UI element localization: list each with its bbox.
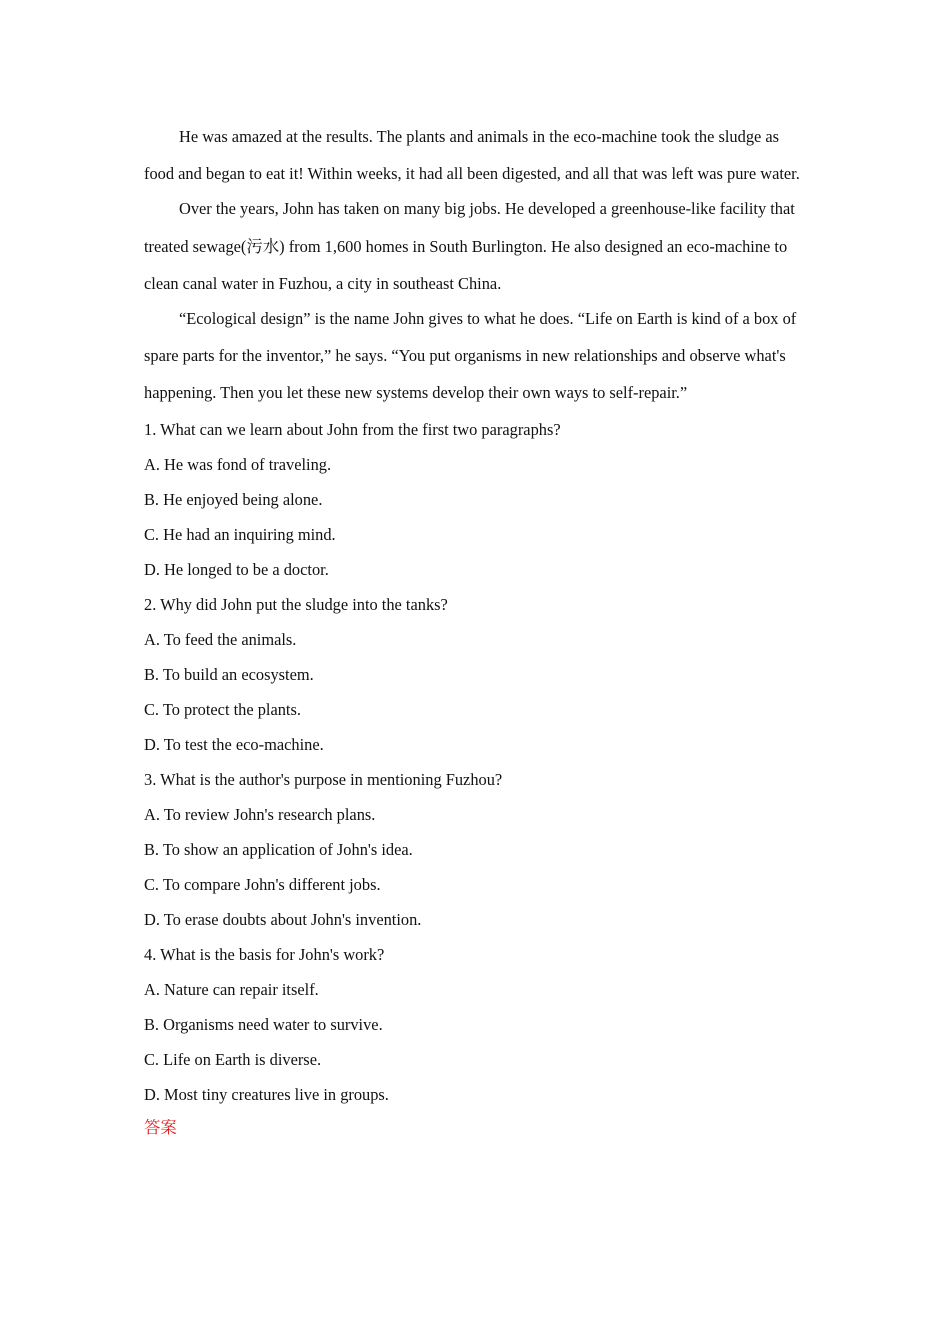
option-b: B. To build an ecosystem. — [144, 664, 314, 684]
option-b: B. Organisms need water to survive. — [144, 1014, 383, 1034]
passage-paragraph-1: He was amazed at the results. The plants and animals in the eco-machine took the sludge as food and began to eat it! Within weeks, it had all been digested, and all that was left was pure water. — [144, 127, 800, 184]
option-a: A. To feed the animals. — [144, 629, 297, 649]
question-stem: 4. What is the basis for John's work? — [144, 944, 385, 964]
option-d: D. To test the eco-machine. — [144, 734, 324, 754]
option-a: A. He was fond of traveling. — [144, 454, 332, 474]
question-4 — [144, 937, 808, 1112]
option-a: A. To review John's research plans. — [144, 804, 376, 824]
document-page — [144, 118, 808, 1144]
question-stem: 2. Why did John put the sludge into the tanks? — [144, 594, 448, 614]
option-d: D. Most tiny creatures live in groups. — [144, 1084, 389, 1104]
passage — [144, 118, 808, 412]
question-3 — [144, 762, 808, 937]
question-2 — [144, 587, 808, 762]
passage-paragraph-3: “Ecological design” is the name John gives to what he does. “Life on Earth is kind of a box of spare parts for the inventor,” he says. “You put organisms in new relationships and observe what's happening. Then you let these new systems develop their own ways to self-repair.” — [144, 309, 797, 403]
question-stem: 3. What is the author's purpose in mentioning Fuzhou? — [144, 769, 503, 789]
option-c: C. To protect the plants. — [144, 699, 301, 719]
answer-heading: 答案 — [144, 1117, 177, 1137]
question-1 — [144, 412, 808, 587]
option-a: A. Nature can repair itself. — [144, 979, 319, 999]
option-d: D. He longed to be a doctor. — [144, 559, 329, 579]
option-b: B. He enjoyed being alone. — [144, 489, 323, 509]
option-c: C. He had an inquiring mind. — [144, 524, 336, 544]
question-list — [144, 412, 808, 1112]
option-d: D. To erase doubts about John's invention. — [144, 909, 422, 929]
option-c: C. Life on Earth is diverse. — [144, 1049, 322, 1069]
option-c: C. To compare John's different jobs. — [144, 874, 381, 894]
question-stem: 1. What can we learn about John from the first two paragraphs? — [144, 419, 561, 439]
option-b: B. To show an application of John's idea. — [144, 839, 413, 859]
passage-paragraph-2: Over the years, John has taken on many big jobs. He developed a greenhouse-like facility that treated sewage(污水) from 1,600 homes in South Burlington. He also designed an eco-machine to clean canal water in Fuzhou, a city in southeast China. — [144, 199, 795, 293]
